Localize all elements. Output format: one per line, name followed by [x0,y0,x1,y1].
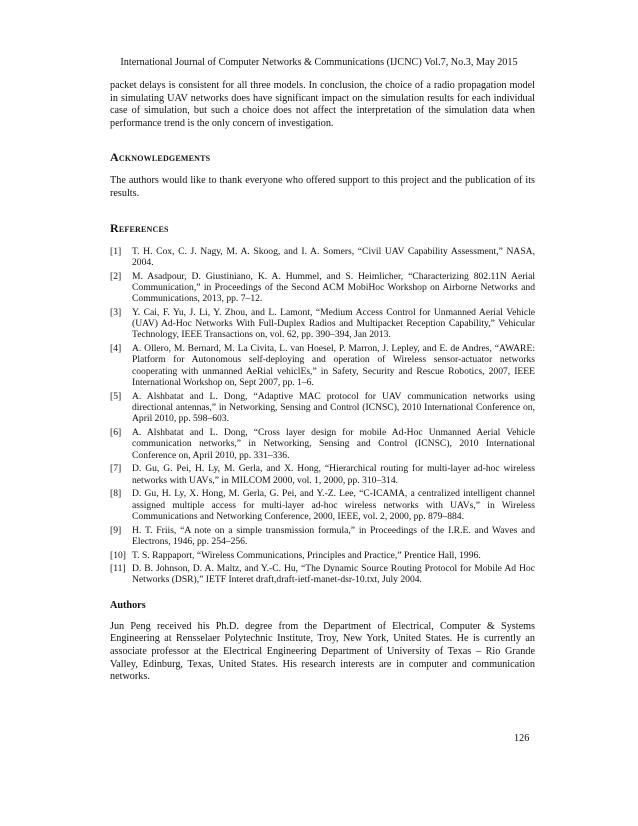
reference-number: [8] [110,488,122,500]
reference-text: T. S. Rappaport, “Wireless Communications, Principles and Practice,” Prentice Hall, 1996. [132,549,481,561]
reference-number: [3] [110,306,122,318]
reference-item [110,488,535,522]
references-heading: References [110,220,169,235]
reference-item [110,343,535,388]
running-header: International Journal of Computer Networks & Communications (IJCNC) Vol.7, No.3, May 2015 [120,57,518,68]
reference-item [110,463,535,486]
reference-number: [5] [110,390,122,402]
reference-item [110,550,535,561]
reference-text: A. Alshbatat and L. Dong, “Cross layer design for mobile Ad-Hoc Unmanned Aerial Vehicle communication networks,” in Networking, Sensing and Control (ICNSC), 2010 International Conference on, April 2010, pp. 331–336. [132,426,535,461]
reference-item [110,246,535,269]
reference-number: [1] [110,245,122,257]
reference-item [110,307,535,341]
page-content [110,80,535,684]
reference-text: D. Gu, H. Ly, X. Hong, M. Gerla, G. Pei, and Y.-Z. Lee, “C-ICAMA, a centralized intelligent channel assigned multiple access for multi-layer ad-hoc wireless networks with UAVs,” in Wireless Communications and Networking Conference, 2000, IEEE, vol. 2, 2000, pp. 879–884. [132,488,535,522]
reference-number: [6] [110,426,122,438]
reference-item [110,525,535,548]
intro-paragraph: packet delays is consistent for all three models. In conclusion, the choice of a radio propagation model in simulating UAV networks does have significant impact on the simulation results for each individual case of simulation, but such a choice does not affect the interpretation of the simulation data when performance trend is the only concern of investigation. [110,80,535,129]
author-bio: Jun Peng received his Ph.D. degree from the Department of Electrical, Computer & Systems Engineering at Rensselaer Polytechnic Institute, Troy, New York, United States. He is currently an associate professor at the Electrical Engineering Department of University of Texas – Rio Grande Valley, Edinburg, Texas, United States. His research interests are in computer and communication networks. [110,620,535,683]
reference-item [110,271,535,305]
reference-text: T. H. Cox, C. J. Nagy, M. A. Skoog, and I. A. Somers, “Civil UAV Capability Assessment,” NASA, 2004. [132,245,535,268]
reference-text: M. Asadpour, D. Giustiniano, K. A. Hummel, and S. Heimlicher, “Characterizing 802.11N Aerial Communication,” in Proceedings of the Second ACM MobiHoc Workshop on Airborne Networks and Communications, 2013, pp. 7–12. [132,270,535,305]
reference-number: [9] [110,524,122,536]
reference-text: Y. Cai, F. Yu, J. Li, Y. Zhou, and L. Lamont, “Medium Access Control for Unmanned Aerial Vehicle (UAV) Ad-Hoc Networks With Full-Duplex Radios and Multipacket Reception Capability,” Vehicular Technology, IEEE Transactions on, vol. 62, pp. 390–394, Jan 2013. [132,306,535,341]
reference-item [110,427,535,461]
reference-text: D. B. Johnson, D. A. Maltz, and Y.-C. Hu, “The Dynamic Source Routing Protocol for Mobile Ad Hoc Networks (DSR),” IETF Interet draft,draft-ietf-manet-dsr-10.txt, July 2004. [132,563,535,586]
reference-number: [10] [110,549,126,561]
reference-text: H. T. Friis, “A note on a simple transmission formula,” in Proceedings of the I.R.E. and Waves and Electrons, 1946, pp. 254–256. [132,524,535,547]
reference-item [110,391,535,425]
reference-list [110,246,535,586]
acknowledgements-text: The authors would like to thank everyone who offered support to this project and the publication of its results. [110,175,535,199]
reference-item [110,563,535,586]
authors-heading: Authors [110,599,146,611]
acknowledgements-heading: Acknowledgements [110,150,211,165]
reference-text: D. Gu, G. Pei, H. Ly, M. Gerla, and X. Hong, “Hierarchical routing for multi-layer ad-hoc wireless networks with UAVs,” in MILCOM 2000, vol. 1, 2000, pp. 310–314. [132,463,535,486]
reference-text: A. Alshbatat and L. Dong, “Adaptive MAC protocol for UAV communication networks using directional antennas,” in Networking, Sensing and Control (ICNSC), 2010 International Conference on, April 2010, pp. 598–603. [132,390,535,425]
reference-number: [11] [110,563,126,575]
reference-number: [2] [110,270,122,282]
reference-number: [7] [110,463,122,475]
reference-number: [4] [110,343,122,355]
page-number: 126 [514,733,530,744]
reference-text: A. Ollero, M. Bernard, M. La Civita, L. van Hoesel, P. Marron, J. Lepley, and E. de Andres, “AWARE: Platform for Autonomous self-deploying and operation of Wireless sensor-actuator networks cooperating with unmanned AeRial vehiclEs,” in Safety, Security and Rescue Robotics, 2007, IEEE International Workshop on, Sept 2007, pp. 1–6. [132,343,535,388]
